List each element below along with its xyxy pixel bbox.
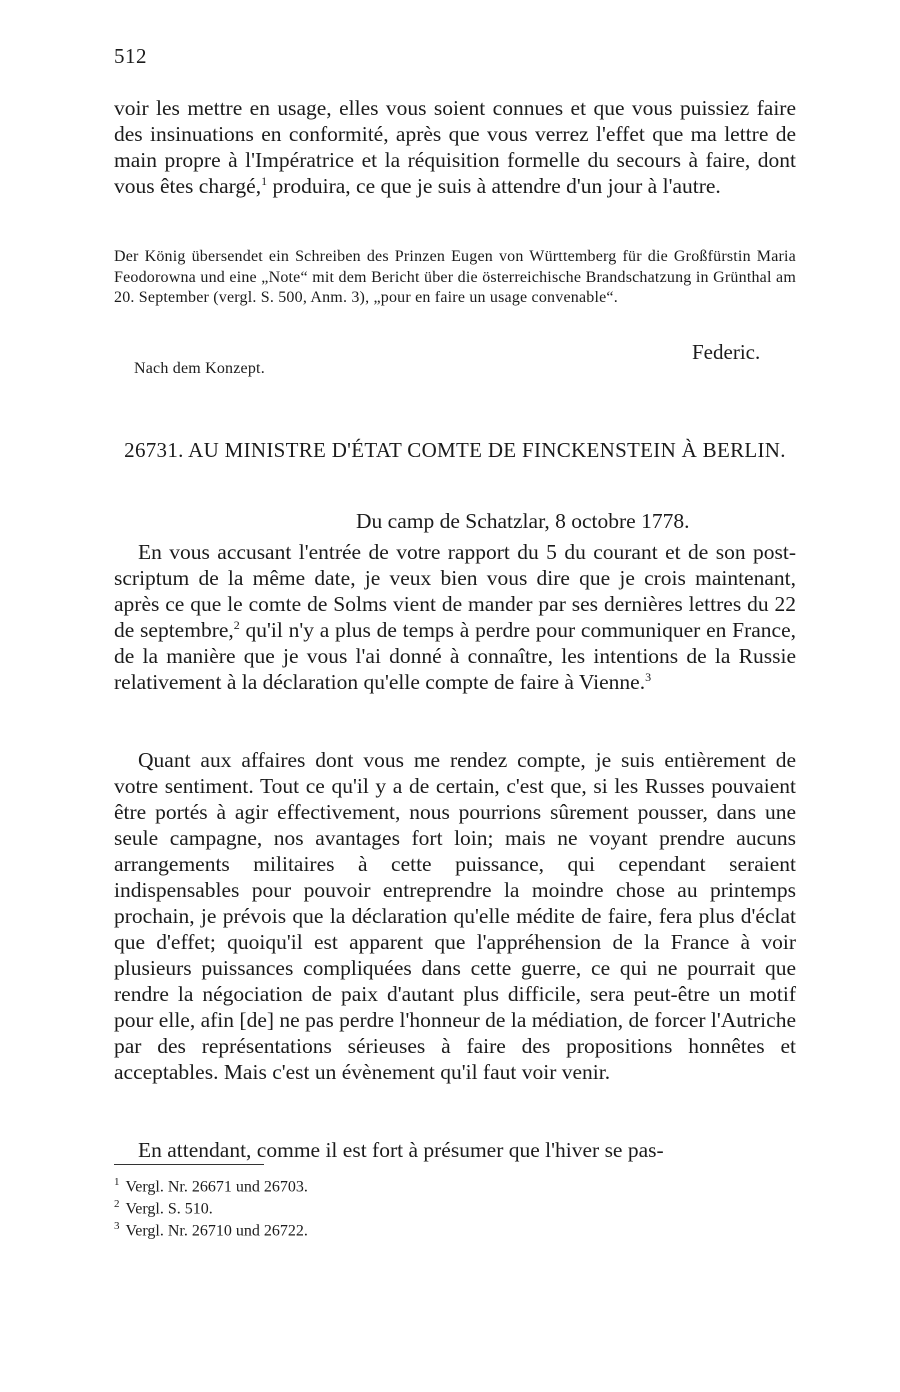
letter-paragraph-2: Quant aux affaires dont vous me rendez compte, je suis entièrement de votre sentiment. Tout ce qu'il y a de certain, c'est que, si les Russes pouvaient être portés à agir effectivement, nous pourrions sûrement pousser, dans une seule campagne, nos avantages fort loin; mais ne voyant prendre aucuns arrangements militaires à cette puissance, qui cependant seraient indispensables pour pouvoir entreprendre la moindre chose au printemps prochain, je prévois que la déclaration qu'elle médite de faire, fera plus d'éclat que d'effet; quoiqu'il est apparent que l'appréhension de la France à voir plusieurs puissances compliquées dans cette guerre, ce qui ne pourrait que rendre la négociation de paix d'autant plus difficile, sera peut-être un motif pour elle, afin [de] ne pas perdre l'honneur de la médiation, de forcer l'Autriche par des représentations sérieuses à faire des propositions honnêtes et acceptables. Mais c'est un évènement qu'il faut voir venir. bbox=[114, 748, 796, 1084]
footnote-text: Vergl. S. 510. bbox=[125, 1200, 213, 1218]
intro-text: voir les mettre en usage, elles vous soient connues et que vous puissiez faire des insinuations en conformité, après que vous verrez l'effet que ma lettre de main propre à l'Impératrice et la réquisition formelle du secours à faire, dont vous êtes chargé, bbox=[114, 96, 796, 198]
footnote-3 bbox=[114, 1216, 308, 1241]
footnote-mark: 2 bbox=[114, 1198, 120, 1210]
footnote-ref: 2 bbox=[233, 617, 240, 632]
paragraph-text: qu'il n'y a plus de temps à perdre pour communiquer en France, de la manière que je vous l'ai donné à connaître, les intentions de la Russie relativement à la déclaration qu'elle compte de faire à Vienne. bbox=[114, 618, 796, 694]
footnote-text: Vergl. Nr. 26671 und 26703. bbox=[125, 1178, 308, 1196]
intro-paragraph bbox=[114, 95, 796, 199]
footnote-text: Vergl. Nr. 26710 und 26722. bbox=[125, 1222, 308, 1240]
letter-paragraph-3: En attendant, comme il est fort à présumer que l'hiver se pas- bbox=[138, 1138, 664, 1162]
place-date: Du camp de Schatzlar, 8 octobre 1778. bbox=[356, 509, 690, 533]
footnote-divider bbox=[114, 1164, 264, 1165]
signature: Federic. bbox=[692, 340, 761, 364]
footnote-mark: 1 bbox=[114, 1176, 120, 1188]
footnote-ref: 3 bbox=[645, 669, 652, 684]
letter-number: 26731. bbox=[124, 438, 184, 462]
intro-text-end: produira, ce que je suis à attendre d'un jour à l'autre. bbox=[267, 174, 721, 198]
footnote-mark: 3 bbox=[114, 1220, 120, 1232]
editorial-note: Der König übersendet ein Schreiben des Prinzen Eugen von Württemberg für die Großfürstin Maria Feodorowna und eine „Note“ mit dem Bericht über die österreichische Brandschatzung in Grünthal am 20. September (vergl. S. 500, Anm. 3), „pour en faire un usage convenable“. bbox=[114, 248, 796, 306]
paragraph-text: En vous accusant l'entrée de votre rapport du 5 du courant et de son post-scriptum de la même date, je veux bien vous dire que je crois maintenant, après ce que le comte de Solms vient de mander par ses dernières lettres du 22 de septembre, bbox=[114, 540, 796, 642]
letter-title: AU MINISTRE D'ÉTAT COMTE DE FINCKENSTEIN À BERLIN. bbox=[188, 438, 786, 462]
source-note: Nach dem Konzept. bbox=[134, 360, 265, 377]
footnote-ref: 1 bbox=[261, 173, 268, 188]
letter-paragraph-1 bbox=[114, 539, 796, 695]
letter-heading bbox=[114, 436, 796, 464]
page-number: 512 bbox=[114, 44, 147, 68]
